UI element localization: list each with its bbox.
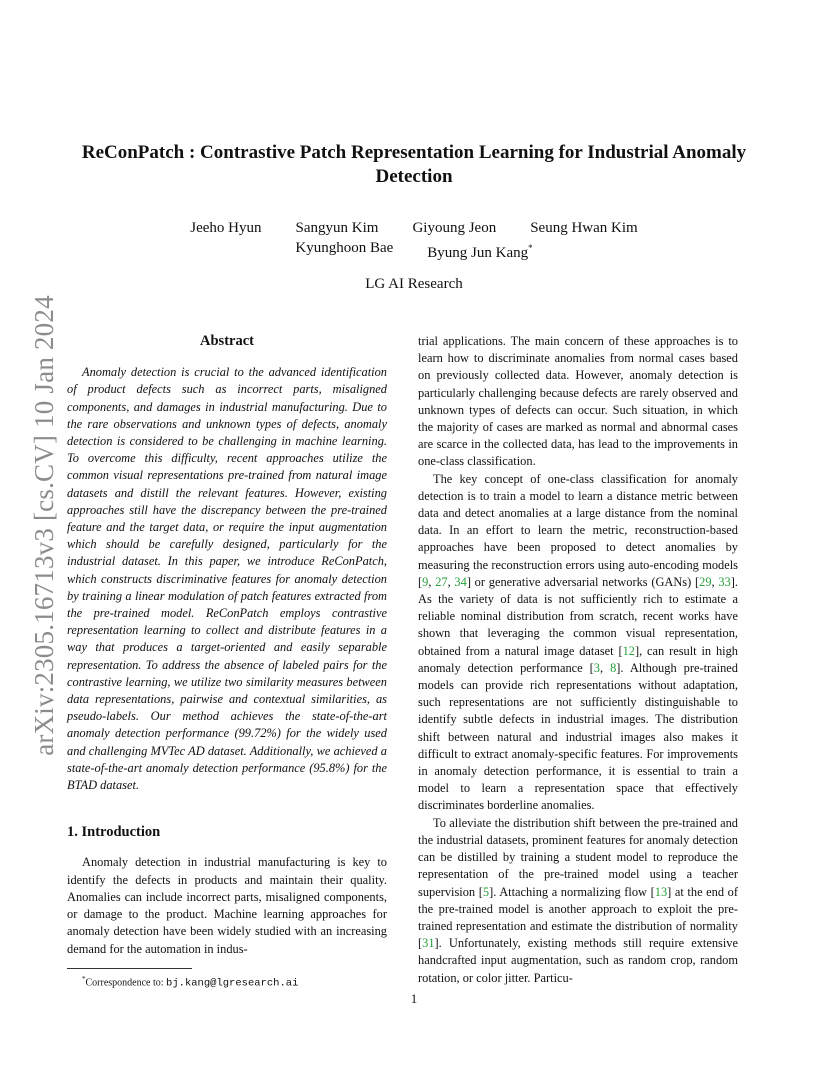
correspondence-mark: * (528, 243, 533, 253)
paragraph-text: ]. Attaching a normalizing flow [ (489, 884, 655, 899)
paragraph-text: ] at the end of the pre-trained model is another approach to exploit the pre-trained representation and estimate the distribution of normality [ (418, 884, 738, 951)
citation-link[interactable]: 5 (482, 884, 490, 899)
footnote-label: Correspondence to: (85, 977, 167, 989)
author-name: Sangyun Kim (295, 220, 379, 236)
body-paragraph (418, 471, 738, 815)
paragraph-text: The key concept of one-class classification for anomaly detection is to train a model to learn a distance metric between data and detect anomalies at a large distance from the nominal data. In an effort to learn the metric, reconstruction-based approaches have been proposed to detect anomalies by measuring the reconstruction errors using auto-encoding models [ (418, 471, 738, 589)
citation-link[interactable]: 9 (422, 574, 429, 589)
paragraph-text: ]. Unfortunately, existing methods still require extensive handcrafted input augmentation, such as random crop, random rotation, or color jitter. Particu- (418, 936, 738, 985)
author-name: Giyoung Jeon (412, 220, 497, 236)
footnote-mark: * (82, 974, 86, 983)
page-number: 1 (410, 991, 418, 1006)
left-column (67, 333, 387, 990)
author-name: Jeeho Hyun (190, 220, 262, 236)
paper-title: ReConPatch : Contrastive Patch Representation Learning for Industrial Anomaly Detection (81, 142, 747, 187)
citation-link[interactable]: 13 (654, 884, 668, 899)
citation-link[interactable]: 3 (593, 660, 600, 675)
citation-link[interactable]: 12 (622, 643, 635, 658)
citation-separator: , (600, 660, 611, 675)
right-column (418, 333, 738, 987)
correspondence-footnote (67, 973, 387, 990)
paragraph-text: To alleviate the distribution shift between the pre-trained and the industrial datasets, prominent features for anomaly detection can be distilled by training a student model to reproduce the representation of the pre-trained model using a teacher supervision [ (418, 815, 738, 899)
paragraph-text: ] or generative adversarial networks (GANs) [ (466, 574, 700, 589)
body-paragraph: trial applications. The main concern of these approaches is to learn how to discriminate anomalies from normal cases based on previously collected data. However, anomaly detection is particularly challenging because defects are rarely observed and unknown types of defects can occur. Such situation, in which the majority of cases are marked as normal and abnormal cases are scarce in the collected data, has lead to the improvements in one-class classification. (418, 334, 738, 469)
author-list (80, 218, 748, 263)
author-name: Byung Jun Kang (427, 245, 529, 261)
author-row-2 (80, 238, 748, 263)
abstract-heading: Abstract (200, 333, 254, 349)
paragraph-text: ]. Although pre-trained models can provide rich representations without adaptation, such representations are not sufficiently distinguishable to identify subtle defects in industrial images. The distribution shift between natural and industrial images also makes it difficult to extract anomaly-specific features. For improvements in anomaly detection performance, it is essential to train a model to learn a representation space that effectively discriminates borderline anomalies. (418, 660, 738, 813)
footnote-divider (67, 968, 192, 969)
paragraph-text: ]. As the variety of data is not sufficiently rich to estimate a reliable nominal distribution from scratch, recent works have shown that leveraging the common visual representation, obtained from a natural image dataset [ (418, 574, 738, 658)
arxiv-identifier-text: arXiv:2305.16713v3 [cs.CV] 10 Jan 2024 (28, 294, 59, 756)
author-name: Kyunghoon Bae (295, 240, 394, 256)
citation-separator: , (447, 574, 455, 589)
citation-link[interactable]: 8 (610, 660, 617, 675)
citation-link[interactable]: 33 (718, 574, 731, 589)
correspondence-email: bj.kang@lgresearch.ai (166, 977, 299, 990)
abstract-text: Anomaly detection is crucial to the advanced identification of product defects such as incorrect parts, misaligned components, and damages in industrial manufacturing. Due to the rare observations and unknown types of defects, anomaly detection is considered to be challenging in machine learning. To overcome this difficulty, recent approaches utilize the common visual representations pre-trained from natural image datasets and distill the relevant features. However, existing approaches still have the discrepancy between the pre-trained feature and the target data, or require the input augmentation which should be carefully designed, particularly for the industrial dataset. In this paper, we introduce ReConPatch, which constructs discriminative features for anomaly detection by training a linear modulation of patch features extracted from the pre-trained model. ReConPatch employs contrastive representation learning to collect and distribute features in a way that produces a target-oriented and easily separable representation. To address the absence of labeled pairs for the contrastive learning, we utilize two similarity measures between data representations, pairwise and contextual similarities, as pseudo-labels. Our method achieves the state-of-the-art anomaly detection performance (99.72%) for the widely used and challenging MVTec AD dataset. Additionally, we achieved a state-of-the-art anomaly detection performance (95.8%) for the BTAD dataset. (67, 365, 387, 793)
citation-link[interactable]: 34 (454, 574, 467, 589)
author-row-1 (80, 218, 748, 238)
citation-separator: , (711, 574, 719, 589)
author-corresponding (427, 238, 532, 263)
citation-link[interactable]: 31 (422, 936, 435, 951)
introduction-heading: 1. Introduction (67, 824, 161, 841)
introduction-paragraph: Anomaly detection in industrial manufacturing is key to identify the defects in products and maintain their quality. Anomalies can include incorrect parts, misaligned components, or damage to the product. Machine learning approaches for anomaly detection have been widely studied with an increasing demand for the automation in indus- (67, 855, 387, 956)
author-name: Seung Hwan Kim (530, 220, 638, 236)
citation-link[interactable]: 27 (435, 574, 448, 589)
affiliation: LG AI Research (365, 276, 463, 292)
paragraph-text: ], can result in high anomaly detection performance [ (418, 643, 738, 675)
citation-link[interactable]: 29 (699, 574, 712, 589)
body-paragraph (418, 815, 738, 987)
citation-separator: , (428, 574, 436, 589)
arxiv-identifier-stamp (24, 290, 64, 760)
